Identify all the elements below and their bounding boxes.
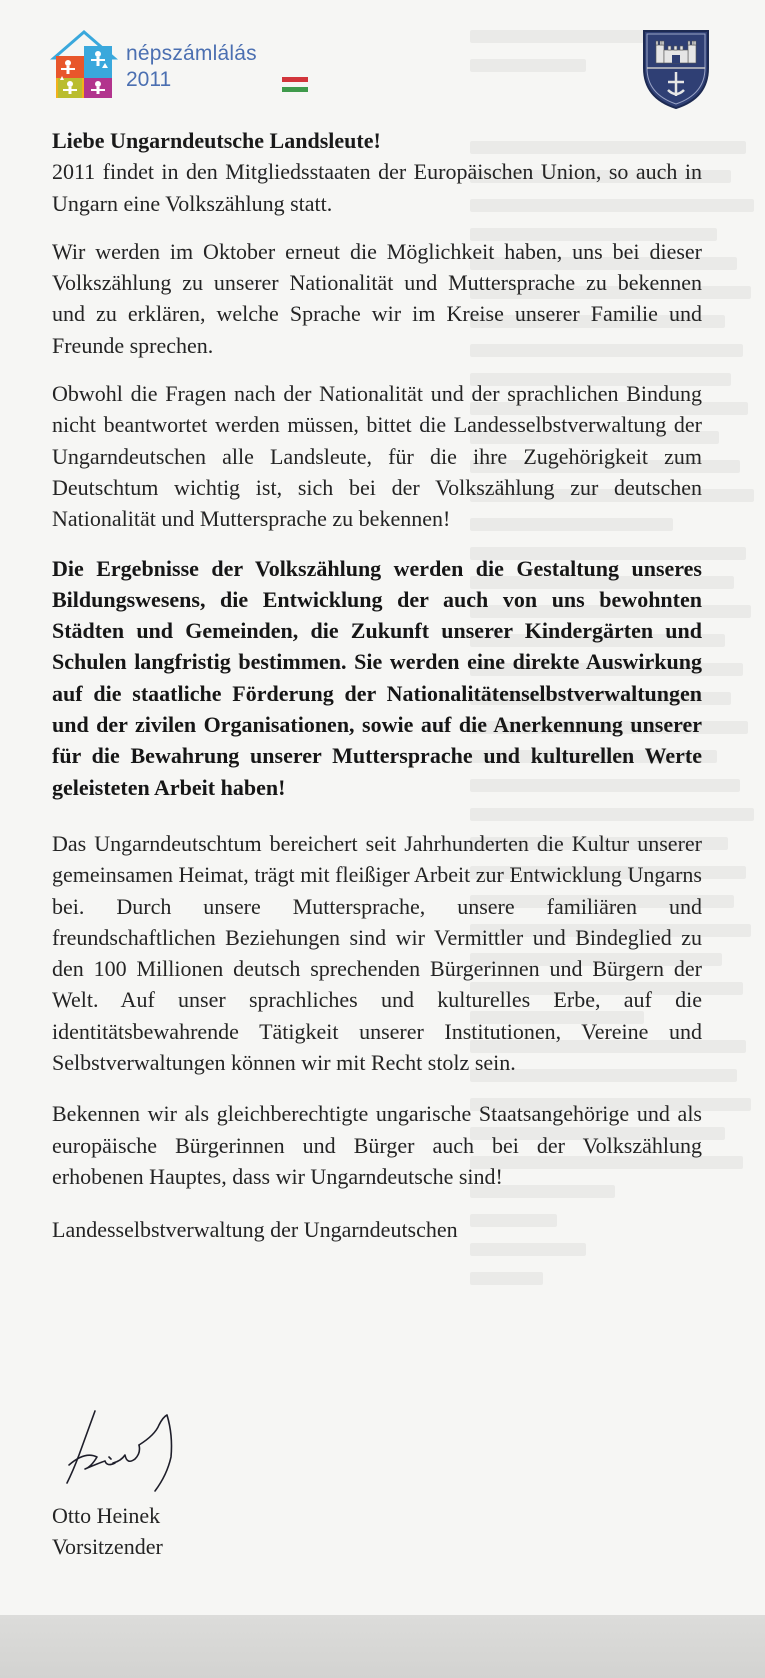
paragraph-heritage: Das Ungarndeutschtum bereichert seit Jahrhunderten die Kultur unserer gemeinsamen Heimat, trägt mit fleißiger Arbeit zur Entwicklung Ungarns bei. Durch unsere Muttersprache, unsere familiären und freundschaftlichen Beziehungen sind wir Vermittler und Bindeglied zu den 100 Millionen deutsch sprechenden Bürgerinnen und Bürgern der Welt. Auf unser sprachliches und kulturelles Erbe, auf die identitätsbewahrende Tätigkeit unserer Institutionen, Vereine und Selbstverwaltungen können wir mit Recht stolz sein. (52, 830, 702, 1076)
letter-greeting: Liebe Ungarndeutsche Landsleute! (52, 128, 381, 153)
paragraph-census-announcement: 2011 findet in den Mitgliedsstaaten der Europäischen Union, so auch in Ungarn eine Volkszählung statt. (52, 159, 702, 216)
paragraph-census-impact: Die Ergebnisse der Volkszählung werden die Gestaltung unseres Bildungswesens, die Entwicklung der auch von uns bewohnten Städten und Gemeinden, die Zukunft unserer Kindergärten und Schulen langfristig bestimmen. Sie werden eine direkte Auswirkung auf die staatliche Förderung der Nationalitätenselbstverwaltungen und der zivilen Organisationen, sowie auf die Anerkennung unserer für die Bewahrung unserer Muttersprache und kulturellen Werte geleisteten Arbeit haben! (52, 555, 702, 800)
logo-wordmark: népszámlálás (126, 42, 257, 65)
census-logo (50, 28, 290, 103)
letter-body (52, 125, 702, 1246)
logo-year: 2011 (126, 68, 172, 91)
signatory-title: Vorsitzender (52, 1534, 163, 1559)
handwritten-signature (55, 1405, 190, 1495)
hungarian-flag-icon (282, 77, 308, 92)
signatory-name: Otto Heinek (52, 1503, 161, 1528)
scan-background (0, 1615, 765, 1678)
signatory-block (52, 1500, 163, 1562)
census-house-icon (50, 28, 118, 100)
paragraph-october-opportunity: Wir werden im Oktober erneut die Möglichkeit haben, uns bei dieser Volkszählung zu unserer Nationalität und Muttersprache zu bekennen und zu erklären, welche Sprache wir im Kreise unserer Familie und Freunde sprechen. (52, 238, 702, 358)
paragraph-request-to-declare: Obwohl die Fragen nach der Nationalität und der sprachlichen Bindung nicht beantwortet werden müssen, bittet die Landesselbstverwaltung der Ungarndeutschen alle Landsleute, für die ihre Zugehörigkeit zum Deutschtum wichtig ist, sich bei der Volkszählung zur deutschen Nationalität und Muttersprache zu bekennen! (52, 381, 702, 532)
paragraph-appeal: Bekennen wir als gleichberechtigte ungarische Staatsangehörige und als europäische Bürgerinnen und Bürger auch bei der Volkszählung erhobenen Hauptes, dass wir Ungarndeutsche sind! (52, 1101, 702, 1189)
coat-of-arms-icon (641, 28, 711, 110)
sender-organization: Landesselbstverwaltung der Ungarndeutschen (52, 1217, 458, 1243)
